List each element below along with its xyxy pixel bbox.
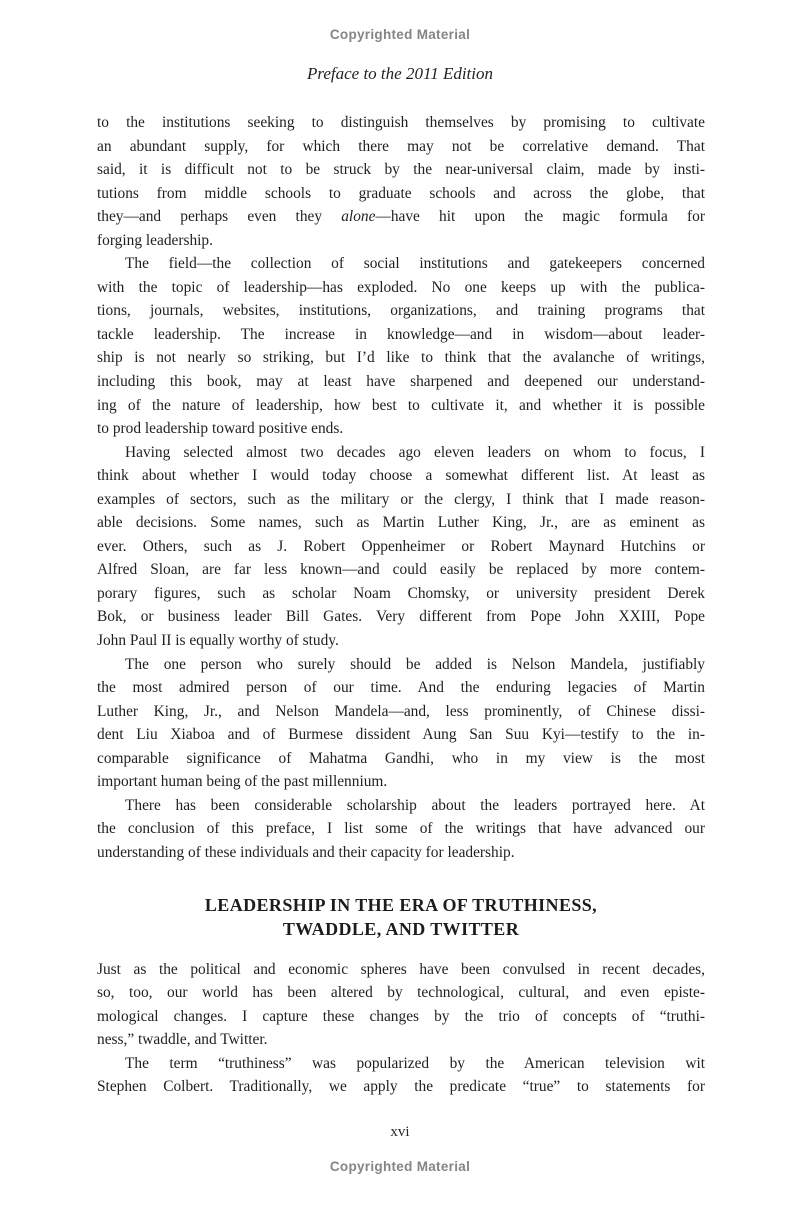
- text-line: ness,” twaddle, and Twitter.: [97, 1031, 268, 1049]
- text-line: forging leadership.: [97, 231, 213, 249]
- text-line: tackle leadership. The increase in knowledge—and in wisdom—about leader-: [97, 325, 705, 343]
- text-line: Alfred Sloan, are far less known—and could easily be replaced by more contem-: [97, 561, 705, 579]
- text-line: Luther King, Jr., and Nelson Mandela—and, less prominently, of Chinese dissi-: [97, 702, 705, 720]
- section-heading: [97, 893, 705, 941]
- text-segment: they—and perhaps even they: [97, 208, 342, 226]
- text-line: There has been considerable scholarship about the leaders portrayed here. At: [125, 796, 705, 814]
- text-line: think about whether I would today choose a somewhat different list. At least as: [97, 467, 705, 485]
- paragraph: [97, 958, 705, 1052]
- text-line: dent Liu Xiaboa and of Burmese dissident Aung San Suu Kyi—testify to the in-: [97, 726, 705, 744]
- text-line: Having selected almost two decades ago eleven leaders on whom to focus, I: [125, 443, 705, 461]
- section-heading-line: TWADDLE, AND TWITTER: [282, 918, 520, 939]
- text-line: Just as the political and economic spheres have been convulsed in recent decades,: [97, 960, 705, 978]
- text-line: ing of the nature of leadership, how best to cultivate it, and whether it is possible: [97, 396, 705, 414]
- body-text: [97, 111, 705, 1099]
- text-line: Bok, or business leader Bill Gates. Very different from Pope John XXIII, Pope: [97, 608, 705, 626]
- text-line: tutions from middle schools to graduate schools and across the globe, that: [97, 184, 705, 202]
- text-line: the most admired person of our time. And the enduring legacies of Martin: [97, 679, 705, 697]
- text-line: ever. Others, such as J. Robert Oppenheimer or Robert Maynard Hutchins or: [97, 537, 705, 555]
- text-segment: —have hit upon the magic formula for: [375, 208, 705, 226]
- copyright-notice-bottom: Copyrighted Material: [329, 1159, 471, 1174]
- text-line: the conclusion of this preface, I list some of the writings that have advanced our: [97, 820, 705, 838]
- paragraph: [97, 441, 705, 653]
- text-line: understanding of these individuals and their capacity for leadership.: [97, 843, 515, 861]
- text-line: ship is not nearly so striking, but I’d like to think that the avalanche of writings,: [97, 349, 705, 367]
- emphasized-text: alone: [341, 208, 376, 226]
- text-line: John Paul II is equally worthy of study.: [97, 632, 339, 650]
- text-line: mological changes. I capture these changes by the trio of concepts of “truthi-: [97, 1007, 705, 1025]
- text-line: The term “truthiness” was popularized by the American television wit: [125, 1054, 705, 1072]
- text-line: to the institutions seeking to distinguish themselves by promising to cultivate: [97, 114, 705, 131]
- text-line: to prod leadership toward positive ends.: [97, 420, 344, 438]
- text-line: Stephen Colbert. Traditionally, we apply the predicate “true” to statements for: [97, 1078, 705, 1096]
- text-line: The field—the collection of social institutions and gatekeepers concerned: [125, 255, 705, 273]
- text-line: important human being of the past millennium.: [97, 773, 388, 791]
- text-line: examples of sectors, such as the military or the clergy, I think that I made reason-: [97, 490, 705, 508]
- text-line: so, too, our world has been altered by technological, cultural, and even episte-: [97, 984, 705, 1002]
- text-line: [97, 205, 705, 229]
- section-heading-line: LEADERSHIP IN THE ERA OF TRUTHINESS,: [204, 894, 598, 915]
- paragraph: [97, 653, 705, 794]
- text-line: comparable significance of Mahatma Gandhi, who in my view is the most: [97, 749, 705, 767]
- text-line: an abundant supply, for which there may not be correlative demand. That: [97, 137, 705, 155]
- text-line: tions, journals, websites, institutions, organizations, and training programs that: [97, 302, 705, 320]
- text-line: able decisions. Some names, such as Martin Luther King, Jr., are as eminent as: [97, 514, 705, 532]
- preface-title: Preface to the 2011 Edition: [306, 64, 493, 83]
- text-line: porary figures, such as scholar Noam Chomsky, or university president Derek: [97, 584, 705, 602]
- paragraph: [97, 252, 705, 440]
- paragraph: [97, 1052, 705, 1099]
- paragraph: [97, 794, 705, 865]
- text-line: The one person who surely should be added is Nelson Mandela, justifiably: [125, 655, 705, 673]
- paragraph: [97, 111, 705, 252]
- copyright-notice-top: Copyrighted Material: [329, 27, 471, 42]
- text-line: with the topic of leadership—has exploded. No one keeps up with the publica-: [97, 278, 705, 296]
- page-number: xvi: [390, 1124, 410, 1140]
- text-line: including this book, may at least have sharpened and deepened our understand-: [97, 373, 705, 391]
- text-line: said, it is difficult not to be struck by the near-universal claim, made by insti-: [97, 161, 705, 179]
